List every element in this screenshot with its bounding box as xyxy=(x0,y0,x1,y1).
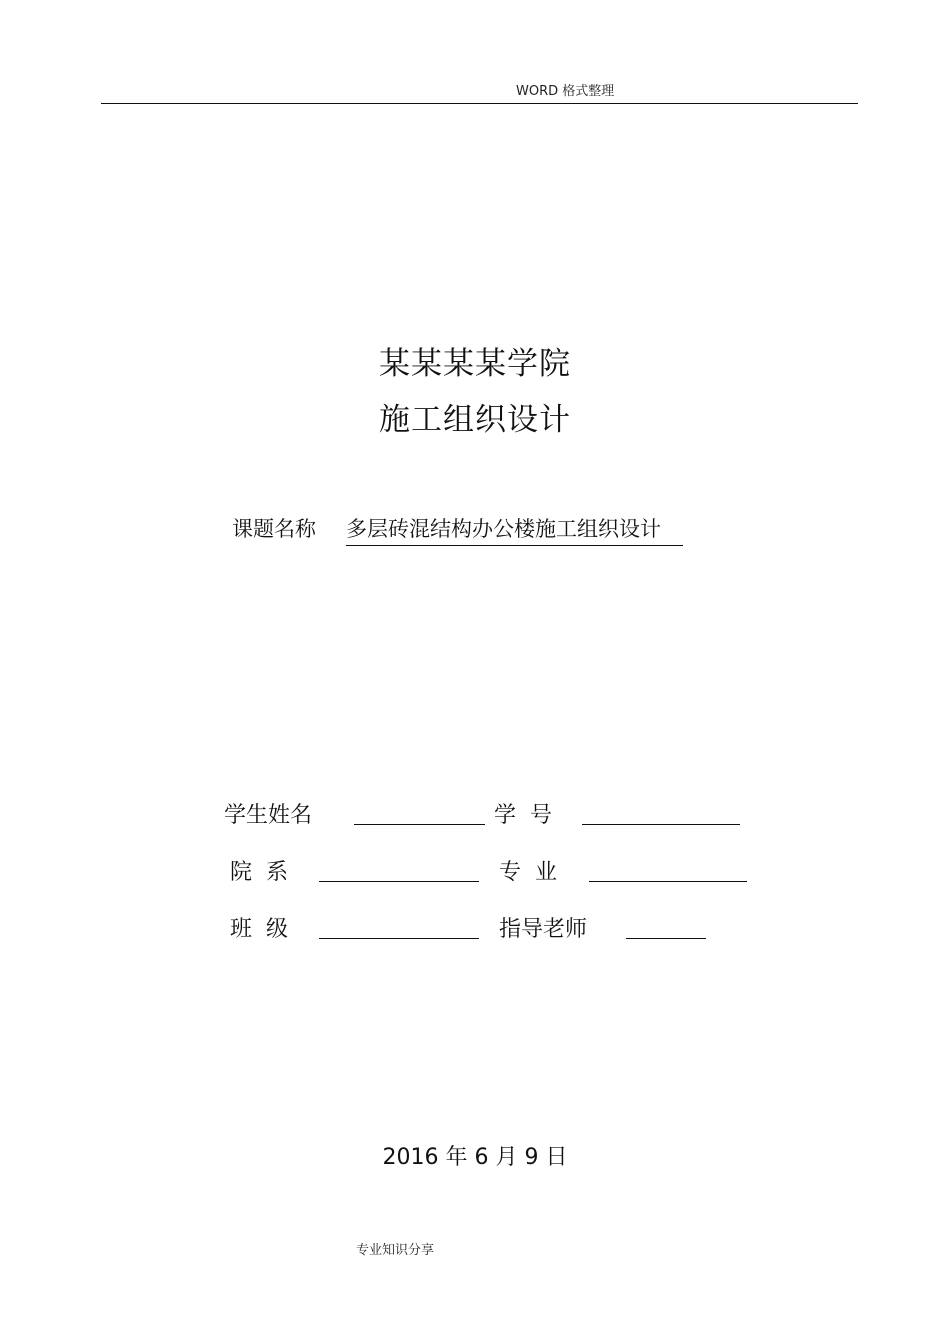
page-footer-text: 专业知识分享 xyxy=(356,1243,435,1258)
student-id-label: 学 号 xyxy=(494,803,552,828)
department-field[interactable] xyxy=(319,881,479,882)
page-header-text: WORD 格式整理 xyxy=(516,84,615,99)
student-name-field[interactable] xyxy=(354,824,485,825)
major-field[interactable] xyxy=(589,881,747,882)
topic-label: 课题名称 xyxy=(232,517,316,541)
department-label: 院 系 xyxy=(230,860,288,885)
class-field[interactable] xyxy=(319,938,479,939)
advisor-field[interactable] xyxy=(626,938,706,939)
header-rule xyxy=(101,103,858,104)
document-date: 2016 年 6 月 9 日 xyxy=(382,1145,568,1170)
topic-value: 多层砖混结构办公楼施工组织设计 xyxy=(346,513,683,546)
advisor-label: 指导老师 xyxy=(499,917,588,942)
student-id-field[interactable] xyxy=(582,824,740,825)
class-label: 班 级 xyxy=(230,917,288,942)
student-name-label: 学生姓名 xyxy=(224,803,313,828)
college-title: 某某某某学院 xyxy=(379,346,571,382)
major-label: 专 业 xyxy=(499,860,557,885)
document-title: 施工组织设计 xyxy=(379,402,571,438)
